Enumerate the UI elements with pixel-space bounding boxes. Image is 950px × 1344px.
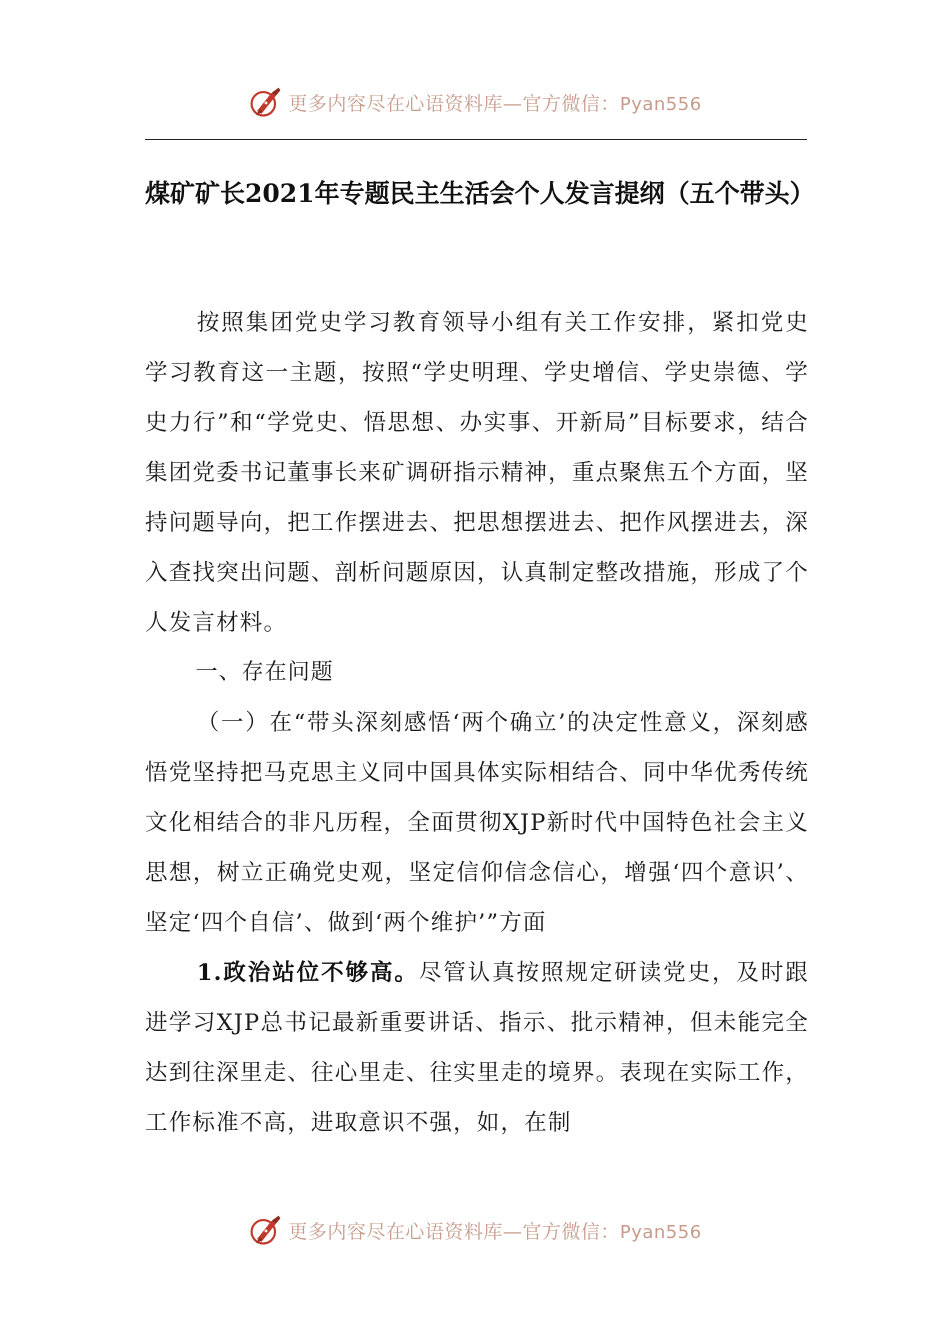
banner-text — [288, 1217, 701, 1244]
banner-label: 更多内容尽在心语资料库—官方微信： — [288, 92, 620, 115]
document-body — [145, 298, 809, 1148]
header-divider — [145, 139, 807, 140]
subsection-paragraph: （一）在“带头深刻感悟‘两个确立’的决定性意义，深刻感悟党坚持把马克思主义同中国具体实际相结合、同中华优秀传统文化相结合的非凡历程，全面贯彻XJP新时代中国特色社会主义思想，树立正确党史观，坚定信仰信念信心，增强‘四个意识’、坚定‘四个自信’、做到‘两个维护’”方面 — [145, 710, 809, 936]
pen-nib-logo-icon — [248, 1212, 284, 1248]
item-paragraph — [145, 948, 809, 1148]
pen-nib-logo-icon — [248, 84, 284, 120]
header-banner — [0, 82, 950, 122]
banner-wechat-id: Pyan556 — [619, 93, 702, 115]
banner-content — [248, 84, 701, 120]
banner-content — [248, 1212, 701, 1248]
item-title: 1.政治站位不够高。 — [196, 960, 419, 986]
document-title: 煤矿矿长2021年专题民主生活会个人发言提纲（五个带头） — [145, 179, 815, 208]
banner-wechat-id: Pyan556 — [619, 1221, 702, 1243]
intro-paragraph: 按照集团党史学习教育领导小组有关工作安排，紧扣党史学习教育这一主题，按照“学史明理、学史增信、学史崇德、学史力行”和“学党史、悟思想、办实事、开新局”目标要求，结合集团党委书记董事长来矿调研指示精神，重点聚焦五个方面，坚持问题导向，把工作摆进去、把思想摆进去、把作风摆进去，深入查找突出问题、剖析问题原因，认真制定整改措施，形成了个人发言材料。 — [145, 310, 809, 636]
banner-label: 更多内容尽在心语资料库—官方微信： — [288, 1220, 620, 1243]
section-heading: 一、存在问题 — [195, 660, 334, 685]
item-text: 尽管认真按照规定研读党史，及时跟进学习XJP总书记最新重要讲话、指示、批示精神，但未能完全达到往深里走、往心里走、往实里走的境界。表现在实际工作，工作标准不高，进取意识不强，如，在制 — [145, 960, 809, 1136]
banner-text — [288, 89, 701, 116]
footer-banner — [0, 1210, 950, 1250]
